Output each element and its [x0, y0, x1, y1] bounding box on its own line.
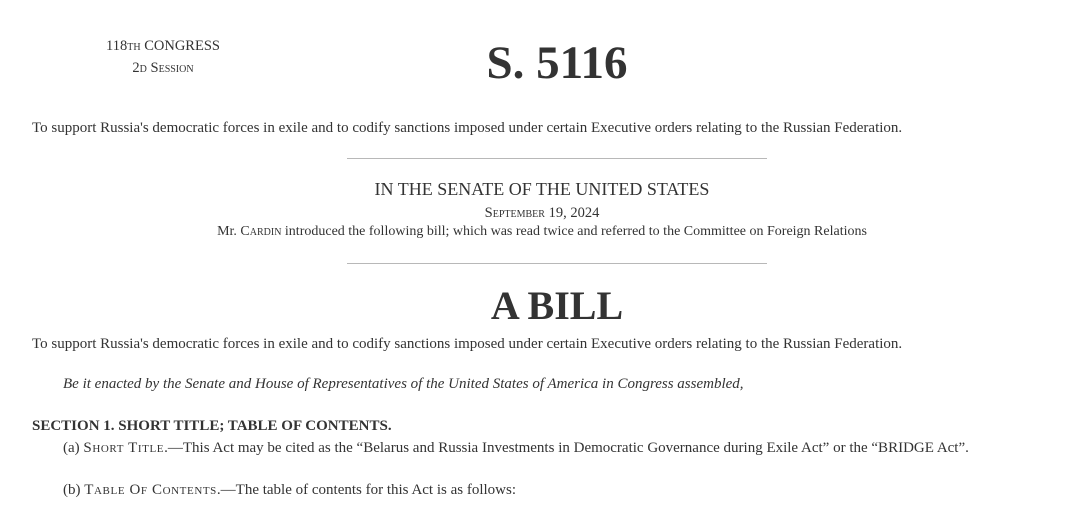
enacting-clause: Be it enacted by the Senate and House of Representatives of the United States of America in Congress assembled, — [63, 376, 744, 392]
session-text: Session — [146, 60, 194, 76]
subsection-b-text: .—The table of contents for this Act is as follows: — [216, 482, 517, 498]
session-label — [70, 57, 256, 79]
introduction-action — [200, 223, 884, 241]
introduction-date: September 19, 2024 — [484, 205, 600, 221]
congress-session-block — [70, 35, 256, 79]
bill-purpose-top: To support Russia's democratic forces in exile and to codify sanctions imposed under certain Executive orders relating to the Russian Federation. — [32, 120, 903, 136]
congress-suffix: th — [127, 38, 141, 54]
subsection-a-text: .—This Act may be cited as the “Belarus and Russia Investments in Democratic Governance during Exile Act” or the “BRIDGE Act”. — [164, 440, 969, 456]
sponsor-prefix: Mr. — [217, 224, 241, 239]
bill-purpose-official-title: To support Russia's democratic forces in exile and to codify sanctions imposed under certain Executive orders relating to the Russian Federation. — [32, 336, 903, 352]
action-text: introduced the following bill; which was read twice and referred to the Committee on Foreign Relations — [281, 224, 867, 239]
congress-label — [70, 35, 256, 57]
chamber-title: IN THE SENATE OF THE UNITED STATES — [374, 179, 710, 199]
sponsor-name: Cardin — [240, 224, 282, 239]
subsection-b-table-of-contents — [63, 480, 516, 500]
section-1-heading: SECTION 1. SHORT TITLE; TABLE OF CONTENTS. — [32, 418, 392, 434]
subsection-b-designator: (b) — [63, 482, 85, 498]
congress-number: 118 — [106, 38, 128, 54]
subsection-a-designator: (a) — [63, 440, 84, 456]
divider-bottom — [347, 263, 767, 264]
subsection-a-header: Short Title — [83, 440, 165, 456]
session-suffix: d — [139, 60, 147, 76]
bill-heading: A BILL — [490, 283, 624, 328]
congress-text: CONGRESS — [140, 38, 220, 54]
bill-number: S. 5116 — [486, 37, 628, 89]
divider-top — [347, 158, 767, 159]
subsection-a-short-title — [63, 438, 969, 458]
session-number: 2 — [132, 60, 140, 76]
subsection-b-header: Table Of Contents — [84, 482, 217, 498]
